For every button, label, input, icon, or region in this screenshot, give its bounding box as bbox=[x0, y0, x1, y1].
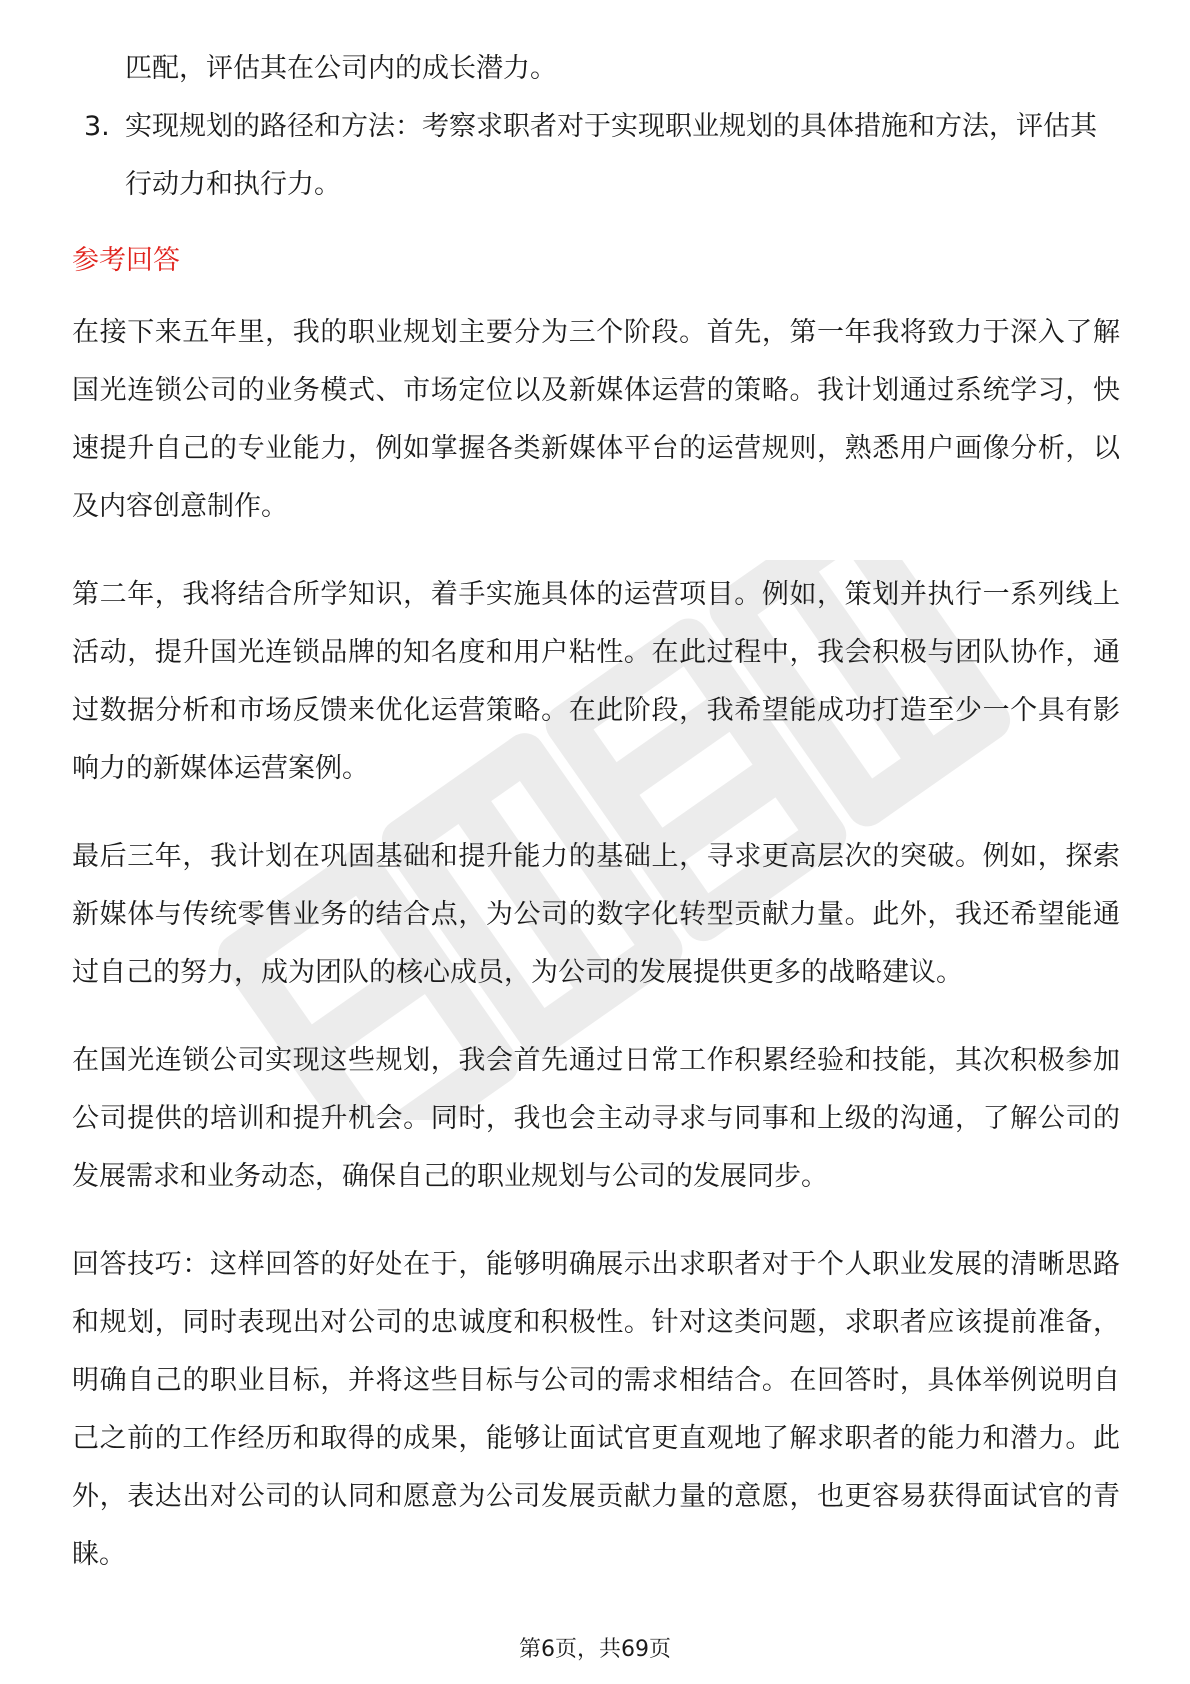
list-item-3 bbox=[72, 98, 1120, 214]
paragraph-2: 第二年，我将结合所学知识，着手实施具体的运营项目。例如，策划并执行一系列线上活动，提升国光连锁品牌的知名度和用户粘性。在此过程中，我会积极与团队协作，通过数据分析和市场反馈来优化运营策略。在此阶段，我希望能成功打造至少一个具有影响力的新媒体运营案例。 bbox=[72, 579, 1120, 784]
list-item-text: 实现规划的路径和方法：考察求职者对于实现职业规划的具体措施和方法，评估其行动力和执行力。 bbox=[125, 111, 1097, 200]
paragraph-4: 在国光连锁公司实现这些规划，我会首先通过日常工作积累经验和技能，其次积极参加公司提供的培训和提升机会。同时，我也会主动寻求与同事和上级的沟通，了解公司的发展需求和业务动态，确保自己的职业规划与公司的发展同步。 bbox=[72, 1045, 1120, 1192]
page-footer: 第6页，共69页 bbox=[519, 1637, 671, 1662]
paragraph-3: 最后三年，我计划在巩固基础和提升能力的基础上，寻求更高层次的突破。例如，探索新媒体与传统零售业务的结合点，为公司的数字化转型贡献力量。此外，我还希望能通过自己的努力，成为团队的核心成员，为公司的发展提供更多的战略建议。 bbox=[72, 841, 1120, 988]
answer-tips-paragraph: 回答技巧：这样回答的好处在于，能够明确展示出求职者对于个人职业发展的清晰思路和规划，同时表现出对公司的忠诚度和积极性。针对这类问题，求职者应该提前准备，明确自己的职业目标，并将这些目标与公司的需求相结合。在回答时，具体举例说明自己之前的工作经历和取得的成果，能够让面试官更直观地了解求职者的能力和潜力。此外，表达出对公司的认同和愿意为公司发展贡献力量的意愿，也更容易获得面试官的青睐。 bbox=[72, 1249, 1120, 1570]
document-page bbox=[72, 40, 1120, 1614]
paragraph-1: 在接下来五年里，我的职业规划主要分为三个阶段。首先，第一年我将致力于深入了解国光连锁公司的业务模式、市场定位以及新媒体运营的策略。我计划通过系统学习，快速提升自己的专业能力，例如掌握各类新媒体平台的运营规则，熟悉用户画像分析，以及内容创意制作。 bbox=[72, 317, 1120, 522]
section-heading: 参考回答 bbox=[72, 245, 180, 276]
list-continuation: 匹配，评估其在公司内的成长潜力。 bbox=[125, 53, 557, 84]
list-number: 3. bbox=[84, 111, 110, 142]
